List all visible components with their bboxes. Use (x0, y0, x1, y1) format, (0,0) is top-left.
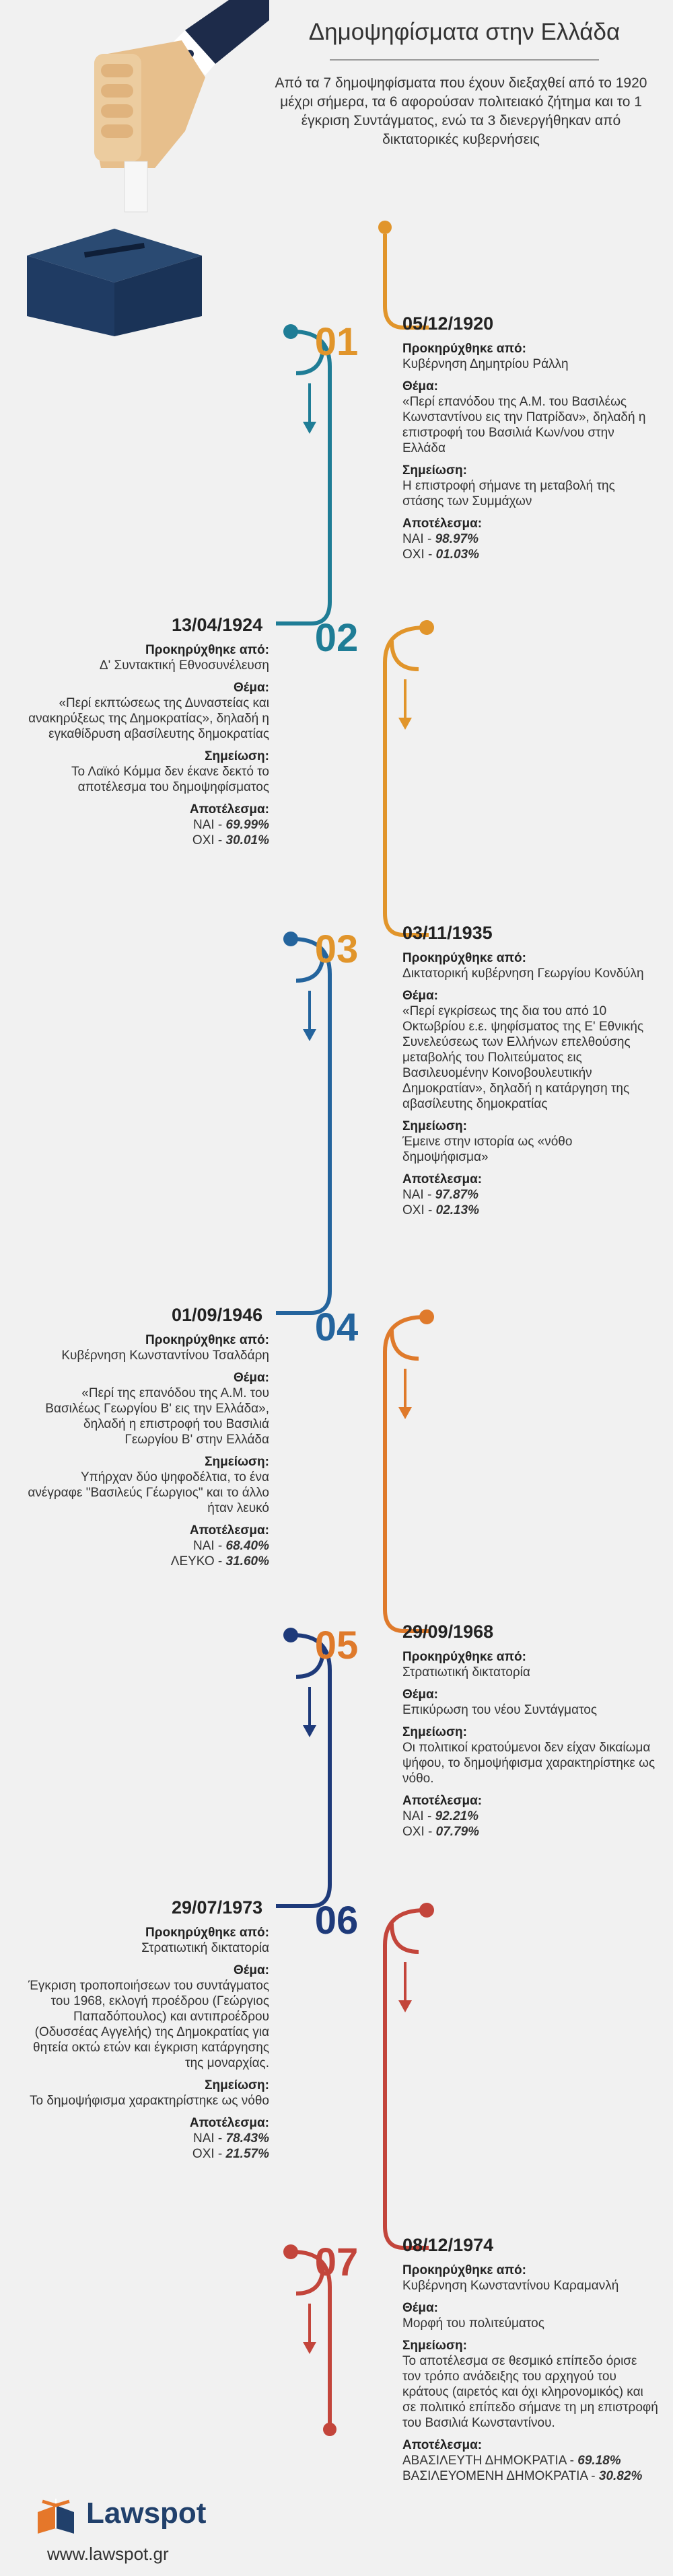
timeline-dot (283, 1628, 298, 1642)
referendum-date: 08/12/1974 (402, 2235, 494, 2255)
timeline-dot (283, 2244, 298, 2259)
result-option: ΝΑΙ - (402, 1188, 435, 1202)
result-row (402, 1809, 658, 1824)
result-label: Αποτέλεσμα: (189, 2116, 269, 2130)
result-option: ΟΧΙ - (192, 2147, 226, 2161)
result-row (402, 1187, 658, 1203)
referendum-number: 01 (314, 320, 359, 364)
subject-label: Θέμα: (402, 1688, 438, 1702)
subject-label: Θέμα: (402, 2301, 438, 2315)
lawspot-logo-icon (32, 2492, 79, 2539)
called-by-value: Κυβέρνηση Κωνσταντίνου Καραμανλή (402, 2279, 619, 2293)
timeline-segment (385, 669, 429, 935)
arrow-down-icon (398, 718, 412, 730)
note-label: Σημείωση: (402, 1119, 467, 1133)
called-by-value: Στρατιωτική δικτατορία (402, 1665, 530, 1679)
note-value: Το δημοψήφισμα χαρακτηρίστηκε ως νόθο (30, 2094, 269, 2108)
subject-value: Επικύρωση του νέου Συντάγματος (402, 1703, 598, 1717)
arrow-down-icon (303, 1029, 316, 1041)
result-option: ΝΑΙ - (192, 2131, 226, 2146)
note-value: Υπήρχαν δύο ψηφοδέλτια, το ένα ανέγραφε "Βασιλεύς Γέωργιος" και το άλλο ήταν λευκό (28, 1470, 269, 1515)
result-row (27, 817, 269, 833)
subject-value: «Περί εγκρίσεως της δια του από 10 Οκτωβρίου ε.ε. ψηφίσματος της Ε' Εθνικής Συνελεύσεως των Ελλήνων επελθούσης μεταβολής του Πολιτεύματος εις Βασιλευομένην Κοινοβουλευτικήν Δημοκρατίαν», δηλαδή η κατάργηση της αβασίλευτης δημοκρατίας (402, 1004, 644, 1111)
result-percentage: 98.97% (435, 532, 479, 546)
referendum-card (402, 925, 658, 1218)
result-label: Αποτέλεσμα: (189, 802, 269, 817)
subject-value: «Περί της επανόδου της Α.Μ. του Βασιλέως Γεωργίου Β' εις την Ελλάδα», δηλαδή η επιστροφή του Βασιλιά Γεωργίου Β' στην Ελλάδα (45, 1386, 269, 1447)
result-row (402, 2453, 658, 2468)
result-row (402, 547, 658, 562)
result-percentage: 01.03% (435, 547, 480, 562)
note-label: Σημείωση: (205, 2078, 269, 2092)
timeline-curl (392, 1924, 419, 1952)
result-percentage: 07.79% (435, 1825, 480, 1839)
timeline-segment (276, 1677, 330, 1906)
subject-label: Θέμα: (234, 1963, 269, 1977)
referendum-date: 03/11/1935 (402, 923, 493, 943)
subject-label: Θέμα: (402, 379, 438, 393)
result-percentage: 02.13% (435, 1203, 480, 1217)
note-label: Σημείωση: (402, 463, 467, 478)
result-option: ΛΕΥΚΟ - (170, 1554, 226, 1568)
result-row (402, 1824, 658, 1840)
result-label: Αποτέλεσμα: (402, 1794, 483, 1808)
timeline-start-dot (378, 221, 392, 234)
timeline-end-dot (323, 2423, 336, 2436)
referendum-number: 04 (314, 1305, 359, 1349)
note-value: Οι πολιτικοί κρατούμενοι δεν είχαν δικαίωμα ψήφου, το δημοψήφισμα χαρακτηρίστηκε ως νόθο. (402, 1741, 656, 1786)
note-label: Σημείωση: (205, 749, 269, 763)
timeline-dot (283, 932, 298, 946)
timeline-segment (385, 1952, 429, 2248)
arrow-down-icon (303, 2342, 316, 2354)
called-by-label: Προκηρύχθηκε από: (402, 1650, 526, 1664)
referendum-number: 02 (314, 616, 359, 660)
result-row (402, 531, 658, 547)
referendum-card (27, 1897, 269, 2162)
timeline-dot (419, 620, 434, 635)
result-row (27, 1538, 269, 1554)
referendum-date: 29/07/1973 (172, 1897, 263, 1918)
arrow-down-icon (398, 1407, 412, 1419)
referendum-card (27, 1305, 269, 1569)
result-option: ΝΑΙ - (402, 1809, 435, 1823)
called-by-label: Προκηρύχθηκε από: (145, 643, 269, 657)
subject-value: «Περί εκπτώσεως της Δυναστείας και ανακηρύξεως της Δημοκρατίας», δηλαδή η εγκαθίδρυση αβασίλευτης δημοκρατίας (28, 696, 269, 741)
intro-text: Από τα 7 δημοψηφίσματα που έχουν διεξαχθεί από το 1920 μέχρι σήμερα, τα 6 αφορούσαν πολιτειακό ζήτημα και το 1 έγκριση Συντάγματος, ενώ τα 3 διενεργήθηκαν από δικτατορικές κυβερνήσεις (275, 75, 647, 147)
timeline-curl (392, 641, 419, 669)
timeline-segment (276, 981, 330, 1313)
result-percentage: 30.01% (225, 833, 269, 847)
subject-value: Έγκριση τροποποιήσεων του συντάγματος του 1968, εκλογή προέδρου (Γεώργιος Παπαδόπουλος) και αντιπροέδρου (Οδυσσέας Αγγελής) της Δημοκρατίας για θητεία οκτώ ετών και έγκριση κατάργησης της μοναρχίας. (28, 1979, 269, 2070)
referendum-number: 06 (314, 1899, 359, 1942)
called-by-label: Προκηρύχθηκε από: (402, 2263, 526, 2277)
timeline-dot (283, 324, 298, 339)
note-value: Έμεινε στην ιστορία ως «νόθο δημοψήφισμα» (402, 1135, 573, 1164)
called-by-label: Προκηρύχθηκε από: (402, 342, 526, 356)
result-percentage: 78.43% (225, 2131, 269, 2146)
arrow-down-icon (303, 1725, 316, 1737)
referendum-date: 13/04/1924 (172, 615, 263, 635)
called-by-value: Στρατιωτική δικτατορία (141, 1941, 269, 1955)
result-option: ΟΧΙ - (402, 1825, 436, 1839)
called-by-label: Προκηρύχθηκε από: (402, 951, 526, 965)
result-row (27, 1554, 269, 1569)
page-title: Δημοψηφίσματα στην Ελλάδα (308, 19, 621, 45)
arrow-down-icon (398, 2000, 412, 2012)
called-by-label: Προκηρύχθηκε από: (145, 1333, 269, 1347)
referendum-date: 01/09/1946 (172, 1305, 263, 1325)
result-row (27, 2146, 269, 2162)
referendum-date: 05/12/1920 (402, 313, 494, 334)
result-label: Αποτέλεσμα: (402, 517, 483, 531)
result-label: Αποτέλεσμα: (189, 1523, 269, 1538)
note-value: Το Λαϊκό Κόμμα δεν έκανε δεκτό το αποτέλεσμα του δημοψηφίσματος (71, 765, 269, 794)
result-percentage: 30.82% (598, 2469, 643, 2483)
result-option: ΝΑΙ - (402, 532, 435, 546)
subject-label: Θέμα: (234, 681, 269, 695)
result-option: ΟΧΙ - (402, 1203, 436, 1217)
note-label: Σημείωση: (402, 1725, 467, 1739)
result-row (402, 1203, 658, 1218)
referendum-card (27, 617, 269, 848)
timeline-dot (419, 1903, 434, 1918)
referendum-card (402, 2235, 658, 2484)
referendum-number: 03 (314, 927, 359, 971)
referendum-card (402, 313, 658, 562)
result-percentage: 31.60% (225, 1554, 269, 1568)
referendum-number: 07 (314, 2240, 359, 2284)
result-option: ΝΑΙ - (192, 1539, 226, 1553)
note-label: Σημείωση: (402, 2339, 467, 2353)
subject-label: Θέμα: (402, 989, 438, 1003)
result-percentage: 21.57% (225, 2147, 269, 2161)
timeline-dot (419, 1310, 434, 1324)
called-by-value: Κυβέρνηση Κωνσταντίνου Τσαλδάρη (61, 1349, 269, 1363)
result-percentage: 92.21% (435, 1809, 479, 1823)
subject-label: Θέμα: (234, 1371, 269, 1385)
result-label: Αποτέλεσμα: (402, 2438, 483, 2452)
result-percentage: 68.40% (225, 1539, 269, 1553)
result-label: Αποτέλεσμα: (402, 1172, 483, 1186)
timeline-segment (385, 1359, 429, 1631)
result-option: ΝΑΙ - (192, 818, 226, 832)
lawspot-logo: Lawspot (86, 2497, 207, 2530)
result-row (27, 2131, 269, 2146)
result-percentage: 97.87% (435, 1188, 479, 1202)
note-value: Η επιστροφή σήμανε τη μεταβολή της στάσης των Συμμάχων (402, 479, 615, 508)
result-percentage: 69.99% (225, 818, 269, 832)
called-by-value: Δ' Συντακτική Εθνοσυνέλευση (99, 658, 269, 673)
called-by-label: Προκηρύχθηκε από: (145, 1926, 269, 1940)
note-value: Το αποτέλεσμα σε θεσμικό επίπεδο όρισε τον τρόπο ανάδειξης του αρχηγού του κράτους (αιρετός και όχι κληρονομικός) και σε πολιτικό επίπεδο σήμανε τη μη επιστροφή του Βασιλιά Κωνσταντίνου. (402, 2354, 658, 2430)
note-label: Σημείωση: (205, 1455, 269, 1469)
arrow-down-icon (303, 422, 316, 434)
result-option: ΟΧΙ - (402, 547, 436, 562)
result-option: ΑΒΑΣΙΛΕΥΤΗ ΔΗΜΟΚΡΑΤΙΑ - (402, 2454, 578, 2468)
subject-value: Μορφή του πολιτεύματος (402, 2316, 544, 2331)
called-by-value: Δικτατορική κυβέρνηση Γεωργίου Κονδύλη (402, 967, 644, 981)
timeline-segment (276, 373, 330, 623)
result-row (27, 833, 269, 848)
lawspot-url[interactable]: www.lawspot.gr (47, 2544, 169, 2564)
timeline-curl (392, 1330, 419, 1359)
result-option: ΟΧΙ - (192, 833, 226, 847)
result-option: ΒΑΣΙΛΕΥΟΜΕΝΗ ΔΗΜΟΚΡΑΤΙΑ - (402, 2469, 599, 2483)
referendum-card (402, 1624, 658, 1840)
referendum-number: 05 (314, 1624, 359, 1667)
referendum-date: 29/09/1968 (402, 1622, 494, 1642)
result-percentage: 69.18% (577, 2454, 621, 2468)
subject-value: «Περί επανόδου της Α.Μ. του Βασιλέως Κωνσταντίνου εις την Πατρίδαν», δηλαδή η επιστροφή του Βασιλιά Κων/νου στην Ελλάδα (402, 395, 646, 455)
called-by-value: Κυβέρνηση Δημητρίου Ράλλη (402, 357, 569, 371)
result-row (402, 2468, 658, 2484)
